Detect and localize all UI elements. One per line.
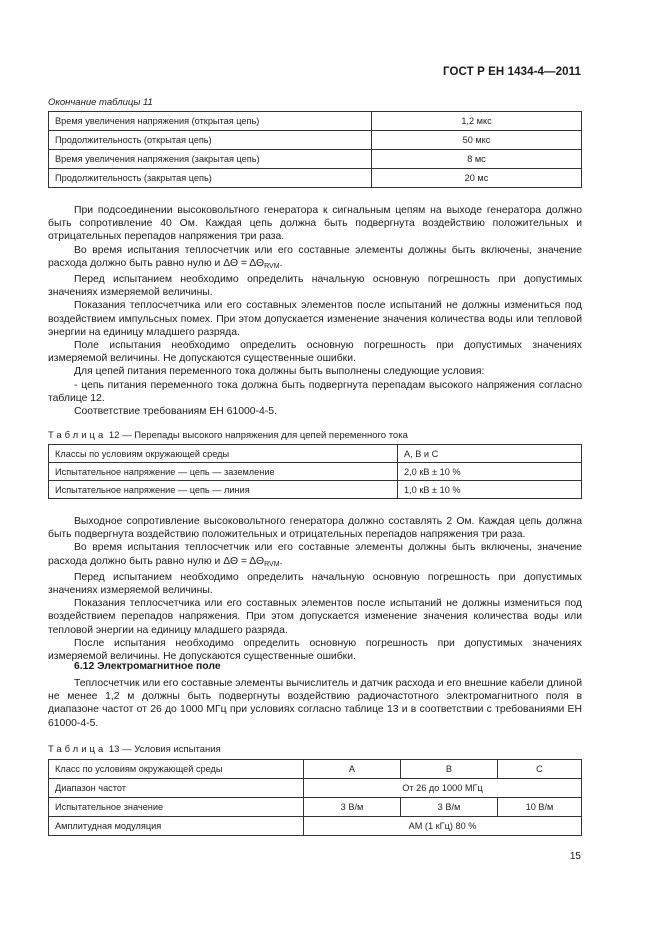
table-13-caption (48, 744, 221, 755)
paragraph: Для цепей питания переменного тока должны быть выполнены следующие условия: (74, 366, 485, 378)
table-cell: 50 мкс (372, 131, 582, 150)
paragraph: Соответствие требованиям ЕН 61000-4-5. (74, 406, 277, 418)
paragraph: - цепь питания переменного тока должна быть подвергнута перепадам высокого напряжения согласно таблице 12. (48, 379, 582, 404)
table-13 (48, 759, 582, 836)
table-row (49, 481, 582, 499)
table-cell: Продолжительность (закрытая цепь) (49, 169, 372, 188)
paragraph (48, 244, 582, 273)
table-11 (48, 111, 582, 188)
table-cell: А (304, 760, 401, 779)
table-cell: В (401, 760, 498, 779)
paragraph: Поле испытания необходимо определить основную погрешность при допустимых значениях измеряемой величины. Не допускаются существенные ошибки. (48, 340, 582, 365)
paragraph-text: Во время испытания теплосчетчик или его составные элементы должны быть включены, значение расхода должно быть равно нулю и ΔΘ = ΔΘ (48, 244, 582, 269)
table-row (49, 817, 582, 836)
table-cell: С (498, 760, 582, 779)
section-heading: 6.12 Электромагнитное поле (74, 661, 221, 672)
table-row (49, 779, 582, 798)
table-cell: Время увеличения напряжения (закрытая цепь) (49, 150, 372, 169)
table-cell: 8 мс (372, 150, 582, 169)
table-cell: 3 В/м (304, 798, 401, 817)
paragraph: Показания теплосчетчика или его составных элементов после испытаний не должны измениться под воздействием импульсных помех. При этом допускается изменение значения количества воды или тепловой энергии на единицу младшего разряда. (48, 300, 582, 338)
table-cell: 1,2 мкс (372, 112, 582, 131)
table-12-caption (48, 430, 408, 441)
paragraph: Теплосчетчик или его составные элементы вычислитель и датчик расхода и его внешние кабели длиной не менее 1,2 м должны быть подвергнуты воздействию радиочастотного электромагнитного поля в диапазоне частот от 26 до 1000 МГц при условиях согласно таблице 13 и в соответствии с требованиями ЕН 61000-4-5. (48, 678, 582, 729)
table-row (49, 112, 582, 131)
table-cell: 2,0 кВ ± 10 % (398, 463, 582, 481)
table-row (49, 445, 582, 463)
paragraph: После испытания необходимо определить основную погрешность при допустимых значениях измеряемой величины. Не допускаются существенные ошибки. (48, 637, 582, 663)
table-cell: АМ (1 кГц) 80 % (304, 817, 582, 836)
table-row (49, 150, 582, 169)
paragraph (48, 541, 582, 570)
table-cell: Амплитудная модуляция (49, 817, 304, 836)
table-row (49, 169, 582, 188)
table-cell: Продолжительность (открытая цепь) (49, 131, 372, 150)
paragraph: Показания теплосчетчика или его составных элементов после испытаний не должны измениться под воздействием перепадов напряжения. При этом допускается изменение значения количества воды или тепловой энергии на единицу младшего разряда. (48, 598, 582, 636)
page-number: 15 (569, 851, 581, 862)
table-cell: Диапазон частот (49, 779, 304, 798)
caption-word: Таблица (48, 430, 107, 441)
paragraph: Перед испытанием необходимо определить начальную основную погрешность при допустимых значениях измеряемой величины. (48, 571, 582, 597)
table-cell: Время увеличения напряжения (открытая цепь) (49, 112, 372, 131)
table-cell: 3 В/м (401, 798, 498, 817)
caption-text: 12 — Перепады высокого напряжения для цепей переменного тока (108, 430, 408, 441)
table-row (49, 760, 582, 779)
caption-text: 13 — Условия испытания (108, 744, 221, 755)
table-cell: Испытательное напряжение — цепь — линия (49, 481, 398, 499)
table-cell: Классы по условиям окружающей среды (49, 445, 398, 463)
paragraph: При подсоединении высоковольтного генератора к сигнальным цепям на выходе генератора должно быть сопротивление 40 Ом. Каждая цепь должна быть подвергнута воздействию положительных и отрицательных перепадов напряжения три раза. (48, 205, 582, 243)
table-cell: От 26 до 1000 МГц (304, 779, 582, 798)
text-block-1 (48, 204, 582, 418)
table-cell: 20 мс (372, 169, 582, 188)
subscript: RVM (264, 560, 280, 568)
standard-header: ГОСТ Р ЕН 1434-4—2011 (443, 66, 581, 78)
table-12 (48, 444, 582, 499)
table-cell: 10 В/м (498, 798, 582, 817)
paragraph: Выходное сопротивление высоковольтного генератора должно составлять 2 Ом. Каждая цепь должна быть подвергнута воздействию положительных и отрицательных перепадов напряжения три раза. (48, 516, 582, 541)
table-cell: А, В и С (398, 445, 582, 463)
table-cell: Класс по условиям окружающей среды (49, 760, 304, 779)
subscript: RVM (264, 262, 280, 270)
table-11-caption: Окончание таблицы 11 (48, 97, 153, 108)
text-block-2 (48, 515, 582, 663)
text-block-3 (48, 677, 582, 730)
table-row (49, 463, 582, 481)
table-cell: Испытательное значение (49, 798, 304, 817)
paragraph-text: . (279, 555, 283, 567)
paragraph: Перед испытанием необходимо определить начальную основную погрешность при допустимых значениях измеряемой величины. (48, 274, 582, 299)
paragraph-text: . (279, 257, 283, 269)
table-row (49, 798, 582, 817)
table-cell: Испытательное напряжение — цепь — заземление (49, 463, 398, 481)
caption-word: Таблица (48, 744, 107, 755)
table-cell: 1,0 кВ ± 10 % (398, 481, 582, 499)
table-row (49, 131, 582, 150)
paragraph-text: Во время испытания теплосчетчик или его составные элементы должны быть включены, значение расхода должно быть равно нулю и ΔΘ = ΔΘ (48, 542, 582, 567)
